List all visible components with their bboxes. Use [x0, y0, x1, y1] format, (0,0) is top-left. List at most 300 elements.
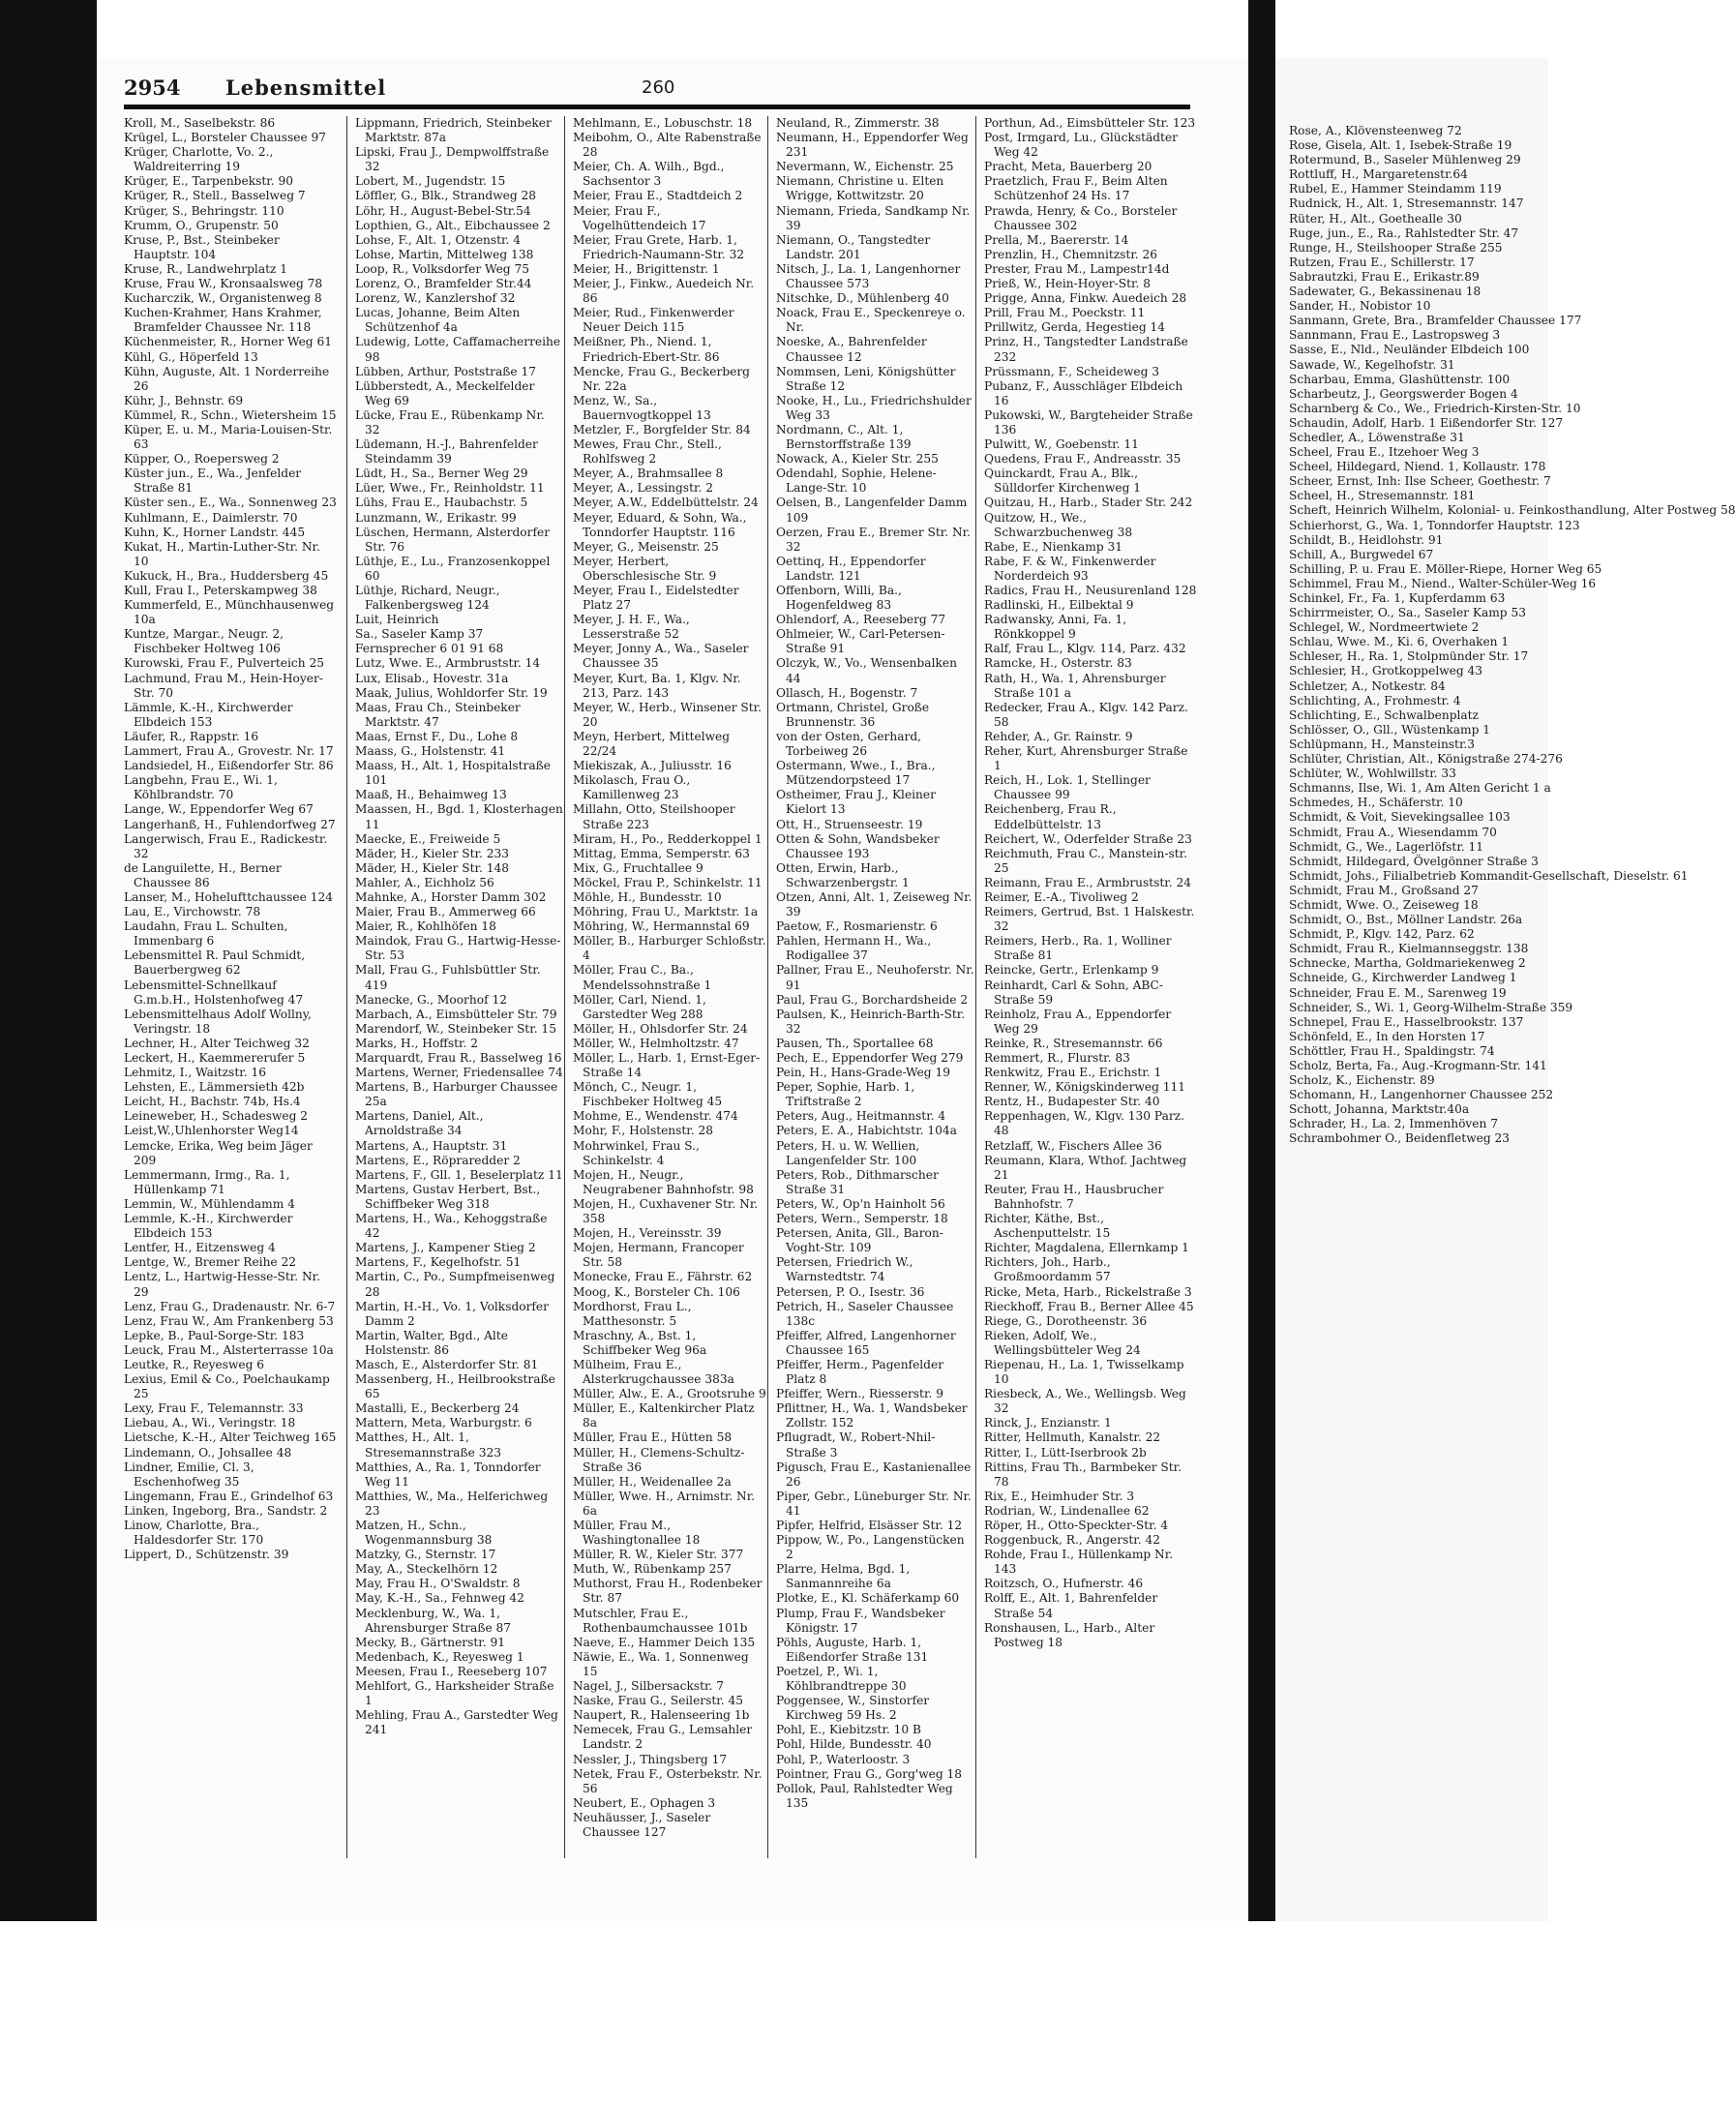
directory-entry: Martin, H.-H., Vo. 1, Volksdorfer Damm 2	[355, 1299, 549, 1328]
directory-entry: Kroll, M., Saselbekstr. 86	[124, 116, 276, 130]
directory-entry: Lammert, Frau A., Grovestr. Nr. 17	[124, 744, 334, 759]
directory-entry: Pracht, Meta, Bauerberg 20	[984, 160, 1152, 174]
directory-entry: Möhring, W., Hermannstal 69	[573, 919, 750, 934]
directory-entry: Rath, H., Wa. 1, Ahrensburger Straße 101 a	[984, 671, 1166, 700]
directory-entry: Ricke, Meta, Harb., Rickelstraße 3	[984, 1284, 1192, 1299]
directory-entry: Martens, Werner, Friedensallee 74	[355, 1066, 563, 1080]
directory-entry: Reumann, Klara, Wthof. Jachtweg 21	[984, 1153, 1187, 1182]
directory-entry: Kruse, R., Landwehrplatz 1	[124, 261, 288, 276]
directory-entry: Roggenbuck, R., Angerstr. 42	[984, 1533, 1160, 1548]
column-2	[346, 116, 563, 1858]
directory-entry: Schill, A., Burgwedel 67	[1289, 547, 1434, 561]
directory-entry: Lexy, Frau F., Telemannstr. 33	[124, 1401, 304, 1416]
directory-entry: Rubel, E., Hammer Steindamm 119	[1289, 182, 1502, 196]
directory-entry: Kühr, J., Behnstr. 69	[124, 393, 244, 407]
directory-entry: Möller, L., Harb. 1, Ernst-Eger-Straße 14	[573, 1051, 761, 1080]
directory-entry: Martens, F., Kegelhofstr. 51	[355, 1255, 522, 1270]
directory-entry: Schmidt, & Voit, Sievekingsallee 103	[1289, 810, 1511, 825]
directory-entry: Pein, H., Hans-Grade-Weg 19	[776, 1066, 950, 1080]
directory-entry: Peters, Aug., Heitmannstr. 4	[776, 1109, 946, 1124]
directory-entry: Neuland, R., Zimmerstr. 38	[776, 116, 940, 130]
directory-entry: Liebau, A., Wi., Veringstr. 18	[124, 1416, 296, 1430]
directory-entry: Martens, H., Wa., Kehoggstraße 42	[355, 1212, 548, 1241]
directory-entry: Schnecke, Martha, Goldmariekenweg 2	[1289, 956, 1526, 971]
directory-entry: Fernsprecher 6 01 91 68	[355, 642, 504, 656]
directory-entry: Plump, Frau F., Wandsbeker Königstr. 17	[776, 1606, 945, 1635]
directory-entry: Lüdt, H., Sa., Berner Weg 29	[355, 467, 528, 481]
directory-entry: Schmidt, O., Bst., Möllner Landstr. 26a	[1289, 913, 1523, 927]
directory-entry: Kuhlmann, E., Daimlerstr. 70	[124, 510, 298, 525]
directory-entry: Niemann, Christine u. Elten Wrigge, Kottwitzstr. 20	[776, 174, 944, 203]
directory-entry: Rotermund, B., Saseler Mühlenweg 29	[1289, 153, 1521, 167]
directory-entry: Oerzen, Frau E., Bremer Str. Nr. 32	[776, 525, 972, 554]
directory-entry: Naske, Frau G., Seilerstr. 45	[573, 1694, 744, 1708]
directory-entry: Renkwitz, Frau E., Erichstr. 1	[984, 1066, 1162, 1080]
directory-entry: Möckel, Frau P., Schinkelstr. 11	[573, 875, 763, 889]
directory-entry: Meibohm, O., Alte Rabenstraße 28	[573, 131, 762, 160]
directory-entry: Offenborn, Willi, Ba., Hogenfeldweg 83	[776, 584, 902, 613]
directory-entry: Prester, Frau M., Lampestr14d	[984, 261, 1170, 276]
directory-entry: Lachmund, Frau M., Hein-Hoyer-Str. 70	[124, 671, 323, 700]
directory-entry: Reichert, W., Oderfelder Straße 23	[984, 831, 1192, 846]
directory-entry: Lüer, Wwe., Fr., Reinholdstr. 11	[355, 481, 545, 496]
directory-entry: Prieß, W., Hein-Hoyer-Str. 8	[984, 277, 1151, 291]
directory-entry: Praetzlich, Frau F., Beim Alten Schützenhof 24 Hs. 17	[984, 174, 1168, 203]
directory-entry: Lorenz, W., Kanzlershof 32	[355, 291, 516, 306]
directory-entry: Pflugradt, W., Robert-Nhil-Straße 3	[776, 1430, 936, 1460]
directory-entry: Marks, H., Hoffstr. 2	[355, 1036, 478, 1050]
directory-entry: Plarre, Helma, Bgd. 1, Sanmannreihe 6a	[776, 1562, 911, 1591]
directory-entry: Kuntze, Margar., Neugr. 2, Fischbeker Holtweg 106	[124, 627, 284, 656]
directory-entry: Küster sen., E., Wa., Sonnenweg 23	[124, 496, 337, 510]
directory-entry: Martens, B., Harburger Chaussee 25a	[355, 1080, 558, 1109]
directory-entry: Matzen, H., Schn., Wogenmannsburg 38	[355, 1519, 493, 1548]
directory-entry: Krüger, S., Behringstr. 110	[124, 203, 284, 218]
directory-entry: Schlüter, W., Wohlwillstr. 33	[1289, 767, 1456, 781]
directory-entry: Lippmann, Friedrich, Steinbeker Marktstr. 87a	[355, 116, 552, 145]
directory-entry: Meyer, A., Lessingstr. 2	[573, 481, 713, 496]
directory-entry: Matthies, W., Ma., Helferichweg 23	[355, 1489, 549, 1518]
directory-entry: Olczyk, W., Vo., Wensenbalken 44	[776, 656, 957, 685]
directory-entry: Müller, H., Weidenallee 2a	[573, 1474, 732, 1489]
directory-entry: Rittins, Frau Th., Barmbeker Str. 78	[984, 1460, 1182, 1489]
directory-entry: Riesbeck, A., We., Wellingsb. Weg 32	[984, 1387, 1186, 1416]
directory-entry: Möhle, H., Bundesstr. 10	[573, 889, 722, 904]
directory-entry: Schlüpmann, H., Mansteinstr.3	[1289, 737, 1476, 751]
directory-entry: Sabrautzki, Frau E., Erikastr.89	[1289, 269, 1480, 284]
directory-entry: Mittag, Emma, Semperstr. 63	[573, 846, 750, 860]
directory-entry: Scheel, Frau E., Itzehoer Weg 3	[1289, 445, 1480, 460]
directory-entry: Lüthje, E., Lu., Franzosenkoppel 60	[355, 554, 551, 583]
directory-entry: Pausen, Th., Sportallee 68	[776, 1036, 934, 1050]
directory-entry: Ritter, Hellmuth, Kanalstr. 22	[984, 1430, 1161, 1445]
directory-entry: Piper, Gebr., Lüneburger Str. Nr. 41	[776, 1489, 972, 1518]
directory-entry: Nemecek, Frau G., Lemsahler Landstr. 2	[573, 1723, 753, 1752]
directory-entry: Meyer, Eduard, & Sohn, Wa., Tonndorfer Hauptstr. 116	[573, 510, 747, 539]
directory-entry: Maier, Frau B., Ammerweg 66	[355, 905, 536, 919]
directory-entry: Küper, E. u. M., Maria-Louisen-Str. 63	[124, 422, 333, 452]
directory-entry: Lindemann, O., Johsallee 48	[124, 1445, 292, 1460]
directory-entry: Schmanns, Ilse, Wi. 1, Am Alten Gericht 1 a	[1289, 781, 1551, 796]
directory-entry: Marendorf, W., Steinbeker Str. 15	[355, 1021, 556, 1036]
directory-entry: Schinkel, Fr., Fa. 1, Kupferdamm 63	[1289, 591, 1506, 605]
directory-entry: Lehmitz, I., Waitzstr. 16	[124, 1066, 266, 1080]
directory-entry: Reinhardt, Carl & Sohn, ABC-Straße 59	[984, 978, 1163, 1007]
directory-entry: Muth, W., Rübenkamp 257	[573, 1562, 732, 1577]
directory-entry: Mehlmann, E., Lobuschstr. 18	[573, 116, 753, 130]
directory-entry: Schlösser, O., Gll., Wüstenkamp 1	[1289, 722, 1491, 737]
directory-entry: Schierhorst, G., Wa. 1, Tonndorfer Hauptstr. 123	[1289, 518, 1580, 532]
directory-entry: Sasse, E., Nld., Neuländer Elbdeich 100	[1289, 343, 1530, 357]
directory-entry: Ramcke, H., Osterstr. 83	[984, 656, 1132, 671]
directory-entry: Naeve, E., Hammer Deich 135	[573, 1635, 756, 1649]
directory-entry: Mecklenburg, W., Wa. 1, Ahrensburger Straße 87	[355, 1606, 512, 1635]
directory-entry: Radics, Frau H., Neusurenland 128	[984, 584, 1197, 597]
directory-entry: Scharbeutz, J., Georgswerder Bogen 4	[1289, 386, 1518, 401]
directory-entry: Meyer, J. H. F., Wa., Lesserstraße 52	[573, 613, 690, 642]
directory-entry: Meyer, W., Herb., Winsener Str. 20	[573, 700, 763, 729]
directory-entry: Ritter, I., Lütt-Iserbrook 2b	[984, 1445, 1147, 1460]
directory-entry: Müller, Frau M., Washingtonallee 18	[573, 1519, 701, 1548]
directory-entry: Prigge, Anna, Finkw. Auedeich 28	[984, 291, 1187, 306]
directory-entry: Müller, Wwe. H., Arnimstr. Nr. 6a	[573, 1489, 756, 1518]
directory-entry: Löhr, H., August-Bebel-Str.54	[355, 203, 531, 218]
directory-entry: Möhring, Frau U., Marktstr. 1a	[573, 905, 759, 919]
directory-entry: Ronshausen, L., Harb., Alter Postweg 18	[984, 1620, 1155, 1649]
directory-entry: Mohr, F., Holstenstr. 28	[573, 1124, 714, 1138]
directory-entry: Meier, J., Finkw., Auedeich Nr. 86	[573, 277, 755, 306]
directory-entry: Riege, G., Dorotheenstr. 36	[984, 1313, 1148, 1328]
directory-entry: Meier, H., Brigittenstr. 1	[573, 261, 720, 276]
directory-entry: Maassen, H., Bgd. 1, Klosterhagen 11	[355, 802, 563, 831]
directory-entry: Langerhanß, H., Fuhlendorfweg 27	[124, 817, 336, 831]
directory-entry: Prella, M., Baererstr. 14	[984, 232, 1129, 247]
directory-entry: Schmedes, H., Schäferstr. 10	[1289, 796, 1463, 810]
directory-entry: Miekiszak, A., Juliusstr. 16	[573, 759, 732, 773]
directory-entry: Sanmann, Grete, Bra., Bramfelder Chaussee 177	[1289, 314, 1582, 328]
directory-entry: Ruge, jun., E., Ra., Rahlstedter Str. 47	[1289, 226, 1519, 240]
directory-entry: Noeske, A., Bahrenfelder Chaussee 12	[776, 335, 927, 364]
directory-entry: Reimers, Gertrud, Bst. 1 Halskestr. 32	[984, 905, 1195, 934]
directory-entry: Naupert, R., Halenseering 1b	[573, 1708, 750, 1723]
directory-entry: Porthun, Ad., Eimsbütteler Str. 123	[984, 116, 1196, 130]
directory-entry: Pohl, P., Waterloostr. 3	[776, 1752, 911, 1766]
directory-entry: Lüschen, Hermann, Alsterdorfer Str. 76	[355, 525, 551, 554]
directory-entry: Lentge, W., Bremer Reihe 22	[124, 1255, 297, 1270]
directory-entry: Ohlendorf, A., Reeseberg 77	[776, 613, 946, 627]
directory-entry: Krügel, L., Borsteler Chaussee 97	[124, 131, 327, 145]
directory-entry: Scholz, Berta, Fa., Aug.-Krogmann-Str. 141	[1289, 1059, 1547, 1072]
directory-entry: Lübberstedt, A., Meckelfelder Weg 69	[355, 378, 535, 407]
directory-entry: Kuhn, K., Horner Landstr. 445	[124, 525, 306, 539]
directory-entry: Renner, W., Königskinderweg 111	[984, 1080, 1186, 1095]
directory-entry: Reimann, Frau E., Armbruststr. 24	[984, 875, 1192, 889]
directory-entry: Meesen, Frau I., Reeseberg 107	[355, 1664, 548, 1678]
directory-entry: Lobert, M., Jugendstr. 15	[355, 174, 506, 189]
directory-entry: Lanser, M., Hohelufttchaussee 124	[124, 889, 333, 904]
directory-entry: Möller, Carl, Niend. 1, Garstedter Weg 288	[573, 992, 706, 1021]
directory-entry: Schmidt, Frau R., Kielmannseggstr. 138	[1289, 942, 1529, 956]
directory-entry: Mäder, H., Kieler Str. 148	[355, 860, 510, 875]
directory-entry: Schönfeld, E., In den Horsten 17	[1289, 1029, 1485, 1043]
directory-entry: Monecke, Frau E., Fährstr. 62	[573, 1270, 753, 1284]
page-header	[124, 75, 1188, 105]
directory-entry: Nooke, H., Lu., Friedrichshulder Weg 33	[776, 393, 972, 422]
directory-entry: Scheel, H., Stresemannstr. 181	[1289, 489, 1476, 503]
directory-entry: Prill, Frau M., Poeckstr. 11	[984, 306, 1146, 320]
directory-entry: Pflittner, H., Wa. 1, Wandsbeker Zollstr. 152	[776, 1401, 968, 1430]
directory-entry: Rabe, E., Nienkamp 31	[984, 539, 1123, 554]
directory-entry: Rehder, A., Gr. Rainstr. 9	[984, 729, 1133, 743]
directory-entry: Leckert, H., Kaemmererufer 5	[124, 1051, 306, 1065]
directory-entry: Quitzow, H., We., Schwarzbuchenweg 38	[984, 510, 1133, 539]
directory-entry: Mehlfort, G., Harksheider Straße 1	[355, 1679, 554, 1708]
directory-entry: Lemmermann, Irmg., Ra. 1, Hüllenkamp 71	[124, 1167, 290, 1196]
directory-entry: Lutz, Wwe. E., Armbruststr. 14	[355, 656, 541, 671]
directory-entry: Meyer, Frau I., Eidelstedter Platz 27	[573, 584, 739, 613]
directory-entry: Noack, Frau E., Speckenreye o. Nr.	[776, 306, 966, 335]
directory-entry: Martens, E., Röpraredder 2	[355, 1153, 521, 1167]
directory-entry: Lopthien, G., Alt., Eibchaussee 2	[355, 218, 551, 232]
directory-entry: Lübben, Arthur, Poststraße 17	[355, 364, 536, 378]
directory-entry: Prenzlin, H., Chemnitzstr. 26	[984, 247, 1158, 261]
directory-entry: Maaß, H., Behaimweg 13	[355, 788, 507, 802]
directory-entry: Pohl, Hilde, Bundesstr. 40	[776, 1737, 932, 1752]
directory-entry: Linow, Charlotte, Bra., Haldesdorfer Str. 170	[124, 1519, 264, 1548]
directory-entry: Mahler, A., Eichholz 56	[355, 875, 494, 889]
directory-entry: Mojen, H., Neugr., Neugrabener Bahnhofstr. 98	[573, 1167, 754, 1196]
directory-entry: Mattern, Meta, Warburgstr. 6	[355, 1416, 532, 1430]
directory-entry: May, K.-H., Sa., Fehnweg 42	[355, 1591, 524, 1606]
directory-entry: Ohlmeier, W., Carl-Petersen-Straße 91	[776, 627, 945, 656]
directory-entry: Kurowski, Frau F., Pulverteich 25	[124, 656, 324, 671]
directory-entry: Meier, Frau E., Stadtdeich 2	[573, 189, 743, 203]
directory-entry: Lentfer, H., Eitzensweg 4	[124, 1241, 276, 1255]
directory-entry: Manecke, G., Moorhof 12	[355, 992, 507, 1007]
directory-entry: Menz, W., Sa., Bauernvogtkoppel 13	[573, 393, 711, 422]
directory-entry: Mehling, Frau A., Garstedter Weg 241	[355, 1708, 558, 1737]
directory-entry: Odendahl, Sophie, Helene-Lange-Str. 10	[776, 467, 937, 496]
directory-entry: Rieckhoff, Frau B., Berner Allee 45	[984, 1299, 1194, 1313]
directory-entry: Reuter, Frau H., Hausbrucher Bahnhofstr. 7	[984, 1182, 1164, 1211]
directory-entry: Mojen, Hermann, Francoper Str. 58	[573, 1241, 744, 1270]
directory-entry: Schmidt, G., We., Lagerlöfstr. 11	[1289, 839, 1484, 854]
directory-entry: Rabe, F. & W., Finkenwerder Norderdeich 93	[984, 554, 1156, 583]
directory-entry: Matzky, G., Sternstr. 17	[355, 1548, 496, 1562]
directory-entry: Küchenmeister, R., Horner Weg 61	[124, 335, 332, 349]
directory-entry: Martin, Walter, Bgd., Alte Holstenstr. 86	[355, 1328, 508, 1357]
directory-entry: Lange, W., Eppendorfer Weg 67	[124, 802, 314, 817]
directory-entry: Kruse, P., Bst., Steinbeker Hauptstr. 104	[124, 232, 280, 261]
directory-entry: Retzlaff, W., Fischers Allee 36	[984, 1138, 1162, 1153]
directory-entry: Matthies, A., Ra. 1, Tonndorfer Weg 11	[355, 1460, 541, 1489]
directory-entry: Mönch, C., Neugr. 1, Fischbeker Holtweg 45	[573, 1080, 723, 1109]
directory-entry: Roitzsch, O., Hufnerstr. 46	[984, 1577, 1144, 1591]
directory-entry: Reher, Kurt, Ahrensburger Straße 1	[984, 744, 1188, 773]
directory-entry: Remmert, R., Flurstr. 83	[984, 1051, 1130, 1065]
directory-entry: Schrambohmer O., Beidenfletweg 23	[1289, 1131, 1511, 1146]
directory-entry: Lingemann, Frau E., Grindelhof 63	[124, 1489, 334, 1503]
directory-entry: Lexius, Emil & Co., Poelchaukamp 25	[124, 1372, 330, 1401]
directory-entry: Pahlen, Hermann H., Wa., Rodigallee 37	[776, 934, 932, 963]
directory-entry: Lüthje, Richard, Neugr., Falkenbergsweg 124	[355, 584, 500, 613]
directory-entry: Poggensee, W., Sinstorfer Kirchweg 59 Hs. 2	[776, 1694, 930, 1723]
directory-entry: Peters, Rob., Dithmarscher Straße 31	[776, 1167, 939, 1196]
directory-entry: Pubanz, F., Ausschläger Elbdeich 16	[984, 378, 1183, 407]
directory-entry: Paul, Frau G., Borchardsheide 2	[776, 992, 969, 1007]
directory-entry: Runge, H., Steilshooper Straße 255	[1289, 240, 1503, 255]
directory-entry: Meyer, Kurt, Ba. 1, Klgv. Nr. 213, Parz. 143	[573, 671, 741, 700]
directory-entry: Leicht, H., Bachstr. 74b, Hs.4	[124, 1095, 301, 1109]
directory-entry: Kühl, G., Höperfeld 13	[124, 349, 258, 364]
directory-entry: Kucharczik, W., Organistenweg 8	[124, 291, 322, 306]
directory-entry: Schneider, S., Wi. 1, Georg-Wilhelm-Straße 359	[1289, 1000, 1573, 1014]
directory-entry: Kukuck, H., Bra., Huddersberg 45	[124, 568, 329, 583]
directory-entry: Martens, Daniel, Alt., Arnoldstraße 34	[355, 1109, 484, 1138]
directory-entry: Pallner, Frau E., Neuhoferstr. Nr. 91	[776, 963, 974, 992]
directory-entry: Nagel, J., Silbersackstr. 7	[573, 1679, 725, 1694]
directory-entry: Lepke, B., Paul-Sorge-Str. 183	[124, 1328, 305, 1342]
directory-entry: Lemmle, K.-H., Kirchwerder Elbdeich 153	[124, 1212, 293, 1241]
directory-entry: Mecky, B., Gärtnerstr. 91	[355, 1635, 506, 1649]
directory-entry: Maass, G., Holstenstr. 41	[355, 744, 506, 759]
directory-entry: Rodrian, W., Lindenallee 62	[984, 1503, 1150, 1518]
directory-entry: Lohse, F., Alt. 1, Otzenstr. 4	[355, 232, 522, 247]
directory-entry: Redecker, Frau A., Klgv. 142 Parz. 58	[984, 700, 1188, 729]
directory-entry: Schlau, Wwe. M., Ki. 6, Overhaken 1	[1289, 635, 1510, 649]
directory-entry: May, A., Steckelhörn 12	[355, 1562, 498, 1577]
directory-entry: Marbach, A., Eimsbütteler Str. 79	[355, 1007, 557, 1021]
column-4	[767, 116, 974, 1858]
directory-entry: Pfeiffer, Wern., Riesserstr. 9	[776, 1387, 943, 1401]
directory-entry: Metzler, F., Borgfelder Str. 84	[573, 422, 751, 436]
directory-entry: Rix, E., Heimhuder Str. 3	[984, 1489, 1135, 1503]
directory-entry: Reich, H., Lok. 1, Stellinger Chaussee 99	[984, 773, 1151, 802]
directory-entry: Pöhls, Auguste, Harb. 1, Eißendorfer Straße 131	[776, 1635, 929, 1664]
directory-entry: Nitschke, D., Mühlenberg 40	[776, 291, 949, 306]
directory-entry: Rinck, J., Enzianstr. 1	[984, 1416, 1112, 1430]
directory-entry: Scheft, Heinrich Wilhelm, Kolonial- u. Feinkosthandlung, Alter Postweg 58	[1289, 503, 1736, 518]
directory-entry: Meier, Frau F., Vogelhüttendeich 17	[573, 203, 706, 232]
directory-entry: Sadewater, G., Bekassinenau 18	[1289, 285, 1482, 299]
directory-entry: Mraschny, A., Bst. 1, Schiffbeker Weg 96a	[573, 1328, 707, 1357]
directory-entry: Schimmel, Frau M., Niend., Walter-Schüler-Weg 16	[1289, 576, 1597, 590]
directory-entry: Meyer, G., Meisenstr. 25	[573, 539, 719, 554]
directory-entry: Massenberg, H., Heilbrookstraße 65	[355, 1372, 555, 1401]
directory-entry: Prinz, H., Tangstedter Landstraße 232	[984, 335, 1188, 364]
facing-page-column	[1289, 124, 1736, 1769]
directory-entry: Landsiedel, H., Eißendorfer Str. 86	[124, 759, 334, 773]
directory-entry: Paulsen, K., Heinrich-Barth-Str. 32	[776, 1007, 966, 1036]
directory-entry: Maas, Frau Ch., Steinbeker Marktstr. 47	[355, 700, 521, 729]
directory-entry: Petersen, P. O., Isestr. 36	[776, 1284, 925, 1299]
directory-entry: Müller, Frau E., Hütten 58	[573, 1430, 733, 1445]
directory-entry: Petrich, H., Saseler Chaussee 138c	[776, 1299, 954, 1328]
directory-entry: Petersen, Anita, Gll., Baron-Voght-Str. 109	[776, 1226, 943, 1255]
directory-entry: Prüssmann, F., Scheideweg 3	[984, 364, 1160, 378]
directory-entry: Peters, Wern., Semperstr. 18	[776, 1212, 948, 1226]
directory-entry: Schlichting, A., Frohmestr. 4	[1289, 693, 1461, 707]
directory-entry: Meyn, Herbert, Mittelweg 22/24	[573, 729, 731, 759]
directory-entry: Luit, Heinrich	[355, 613, 439, 627]
directory-entry: Quinckardt, Frau A., Blk., Sülldorfer Kirchenweg 1	[984, 467, 1142, 496]
directory-entry: Meißner, Ph., Niend. 1, Friedrich-Ebert-Str. 86	[573, 335, 720, 364]
directory-entry: Muthorst, Frau H., Rodenbeker Str. 87	[573, 1577, 763, 1606]
directory-entry: Ostermann, Wwe., I., Bra., Mützendorpsteed 17	[776, 759, 936, 788]
directory-entry: von der Osten, Gerhard, Torbeiweg 26	[776, 729, 922, 759]
directory-entry: Ortmann, Christel, Große Brunnenstr. 36	[776, 700, 930, 729]
directory-entry: Prawda, Henry, & Co., Borsteler Chaussee 302	[984, 203, 1178, 232]
directory-entry: Masch, E., Alsterdorfer Str. 81	[355, 1357, 539, 1371]
column-1	[124, 116, 337, 1858]
directory-entry: Sawade, W., Kegelhofstr. 31	[1289, 357, 1455, 372]
directory-entry: Mohme, E., Wendenstr. 474	[573, 1109, 738, 1124]
directory-entry: Nordmann, C., Alt. 1, Bernstorffstraße 139	[776, 422, 912, 452]
directory-entry: Möller, Frau C., Ba., Mendelssohnstraße 1	[573, 963, 712, 992]
directory-entry: Richter, Magdalena, Ellernkamp 1	[984, 1241, 1189, 1255]
directory-entry: Kühn, Auguste, Alt. 1 Norderreihe 26	[124, 364, 330, 393]
directory-entry: Mordhorst, Frau L., Matthesonstr. 5	[573, 1299, 692, 1328]
directory-entry: Schaudin, Adolf, Harb. 1 Eißendorfer Str. 127	[1289, 415, 1564, 430]
directory-entry: Lentz, L., Hartwig-Hesse-Str. Nr. 29	[124, 1270, 320, 1299]
directory-entry: Küster jun., E., Wa., Jenfelder Straße 81	[124, 467, 302, 496]
directory-entry: Mencke, Frau G., Beckerberg Nr. 22a	[573, 364, 750, 393]
directory-entry: Richters, Joh., Harb., Großmoordamm 57	[984, 1255, 1111, 1284]
directory-entry: Lietsche, K.-H., Alter Teichweg 165	[124, 1430, 337, 1445]
directory-entry: Leineweber, H., Schadesweg 2	[124, 1109, 309, 1124]
column-3	[564, 116, 766, 1858]
directory-entry: Maecke, E., Freiweide 5	[355, 831, 501, 846]
directory-entry: Kruse, Frau W., Kronsaalsweg 78	[124, 277, 323, 291]
directory-entry: Schmidt, Johs., Filialbetrieb Kommandit-Gesellschaft, Dieselstr. 61	[1289, 868, 1689, 883]
directory-entry: Kummerfeld, E., Münchhausenweg 10a	[124, 598, 335, 627]
directory-entry: Leist,W.,Uhlenhorster Weg14	[124, 1124, 299, 1138]
directory-entry: Krüger, Charlotte, Vo. 2., Waldreiterring 19	[124, 145, 274, 174]
directory-entry: Mojen, H., Cuxhavener Str. Nr. 358	[573, 1196, 759, 1226]
directory-entry: Schilling, P. u. Frau E. Möller-Riepe, Horner Weg 65	[1289, 561, 1602, 576]
directory-entry: Langerwisch, Frau E., Radickestr. 32	[124, 831, 328, 860]
directory-entry: Maindok, Frau G., Hartwig-Hesse-Str. 53	[355, 934, 561, 963]
directory-entry: Kukat, H., Martin-Luther-Str. Nr. 10	[124, 539, 320, 568]
directory-entry: Radlinski, H., Eilbektal 9	[984, 598, 1134, 613]
directory-entry: Martin, C., Po., Sumpfmeisenweg 28	[355, 1270, 555, 1299]
directory-entry: Moog, K., Borsteler Ch. 106	[573, 1284, 740, 1299]
directory-entry: Nowack, A., Kieler Str. 255	[776, 452, 939, 467]
directory-entry: Lühs, Frau E., Haubachstr. 5	[355, 496, 528, 510]
directory-entry: Schletzer, A., Notkestr. 84	[1289, 678, 1446, 693]
directory-entry: Schlichting, E., Schwalbenplatz	[1289, 707, 1479, 722]
directory-entry: Reincke, Gertr., Erlenkamp 9	[984, 963, 1159, 978]
header-rule	[124, 105, 1190, 109]
directory-entry: Läufer, R., Rappstr. 16	[124, 729, 259, 743]
directory-entry: Mojen, H., Vereinsstr. 39	[573, 1226, 722, 1241]
directory-entry: Martens, F., Gll. 1, Beselerplatz 11	[355, 1167, 563, 1182]
directory-entry: Lebensmittelhaus Adolf Wollny, Veringstr. 18	[124, 1007, 312, 1036]
directory-entry: Röper, H., Otto-Speckter-Str. 4	[984, 1519, 1169, 1532]
directory-entry: Lebensmittel-Schnellkauf G.m.b.H., Holstenhofweg 47	[124, 978, 304, 1007]
directory-entry: Müller, E., Kaltenkircher Platz 8a	[573, 1401, 755, 1430]
directory-entry: Lippert, D., Schützenstr. 39	[124, 1548, 289, 1562]
directory-entry: Ralf, Frau L., Klgv. 114, Parz. 432	[984, 642, 1186, 656]
directory-entry: Möller, B., Harburger Schloßstr. 4	[573, 934, 766, 963]
directory-entry: Schnepel, Frau E., Hasselbrookstr. 137	[1289, 1014, 1524, 1029]
directory-entry: Scheer, Ernst, Inh: Ilse Scheer, Goethestr. 7	[1289, 474, 1551, 489]
directory-entry: Kull, Frau I., Peterskampweg 38	[124, 584, 317, 597]
directory-entry: Ott, H., Struenseestr. 19	[776, 817, 923, 831]
directory-entry: Mix, G., Fruchtallee 9	[573, 860, 703, 875]
directory-entry: Schott, Johanna, Marktstr.40a	[1289, 1102, 1470, 1117]
directory-entry: Medenbach, K., Reyesweg 1	[355, 1649, 524, 1664]
